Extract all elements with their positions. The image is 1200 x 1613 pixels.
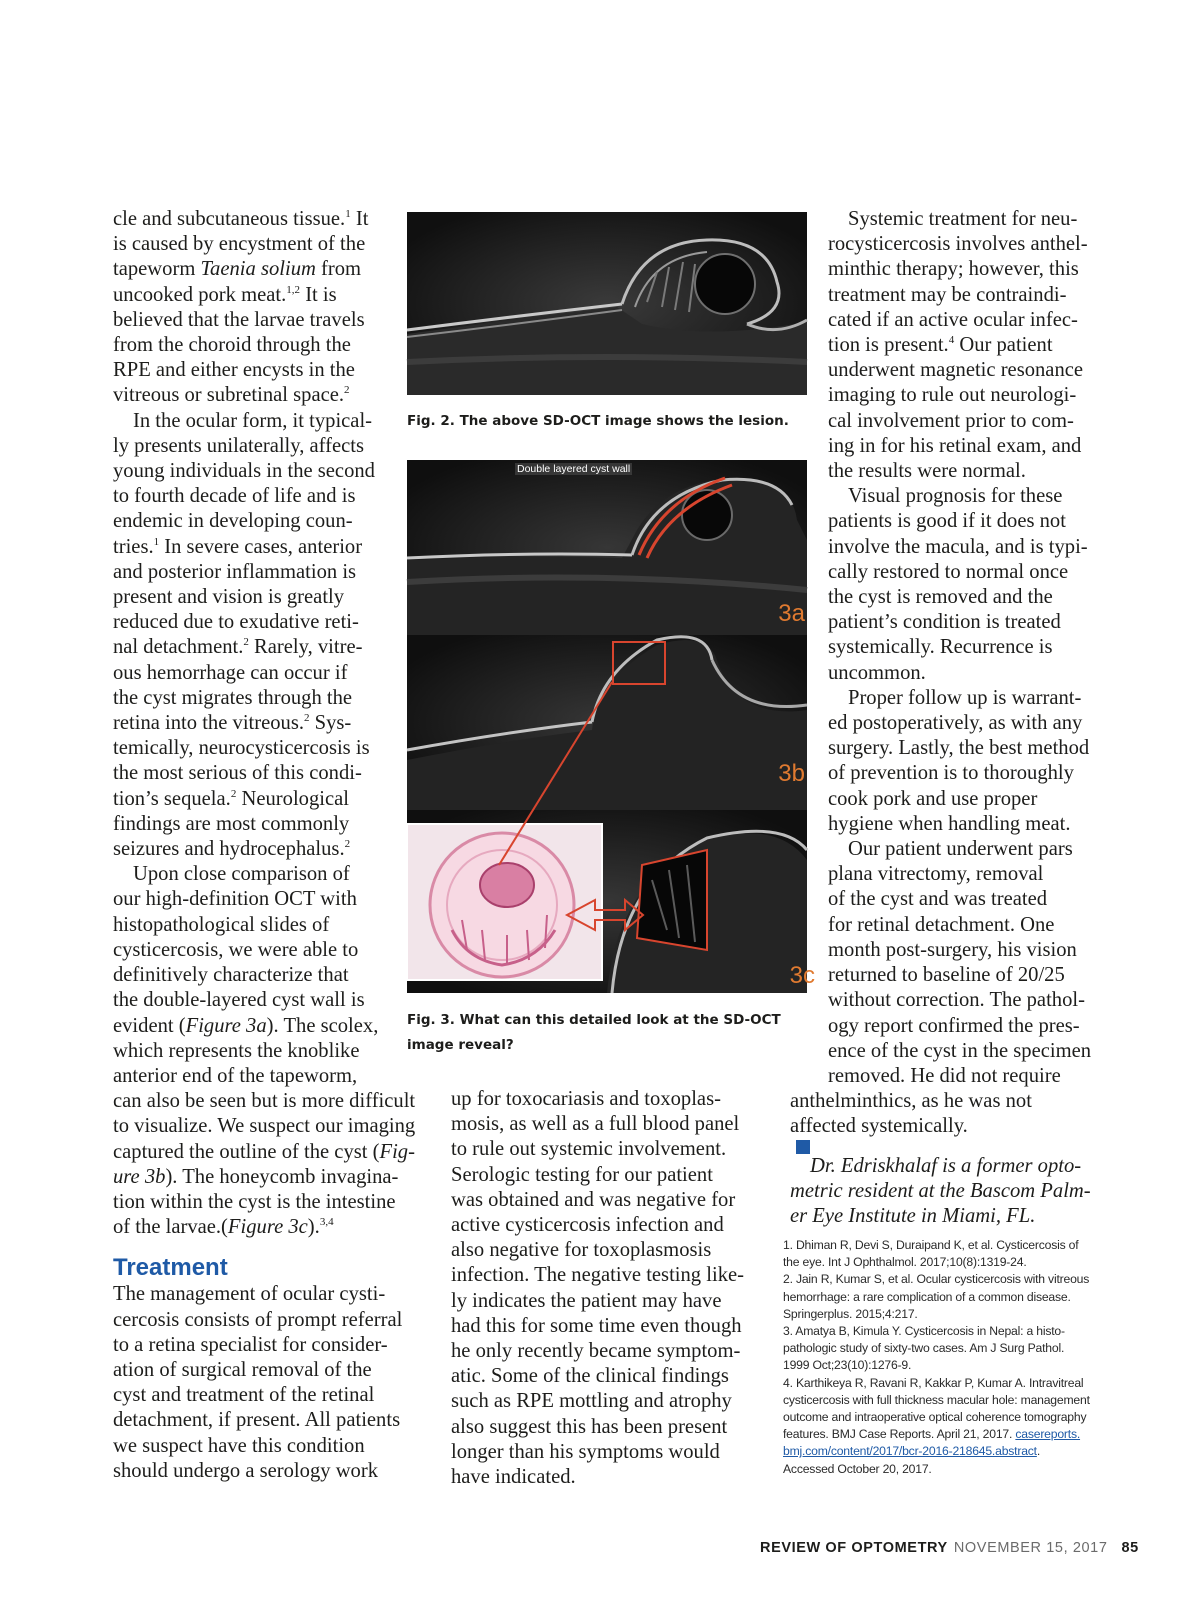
text-line: Serologic testing for our patient: [451, 1163, 713, 1186]
text-line: longer than his symptoms would: [451, 1440, 720, 1463]
text-line: minthic therapy; however, this: [828, 258, 1079, 281]
text-line: systemically. Recurrence is: [828, 636, 1053, 659]
text-line: RPE and either encysts in the: [113, 359, 355, 382]
text-line: findings are most commonly: [113, 812, 350, 835]
reference-line: pathologic study of sixty-two cases. Am J Surg Pathol.: [783, 1341, 1065, 1356]
text-line: Systemic treatment for neu-: [848, 208, 1078, 230]
text-line: uncooked pork meat.: [113, 283, 287, 306]
figure-2-oct-image: [407, 212, 807, 395]
oct-composite-graphic: [407, 460, 807, 993]
text-line: to a retina specialist for consider-: [113, 1333, 388, 1356]
citation: 2: [243, 636, 249, 649]
label-3c: 3c: [789, 962, 815, 989]
reference-line: 4. Karthikeya R, Ravani R, Kakkar P, Kumar A. Intravitreal: [783, 1375, 1084, 1390]
text-line: the most serious of this condi-: [113, 762, 362, 785]
text-line: It: [355, 208, 369, 230]
reference-line: Springerplus. 2015;4:217.: [783, 1306, 918, 1321]
text-line: cated if an active ocular infec-: [828, 308, 1078, 331]
text-line: from the choroid through the: [113, 334, 351, 357]
text-line: such as RPE mottling and atrophy: [451, 1390, 732, 1413]
text-line: ence of the cyst in the specimen: [828, 1039, 1092, 1062]
reference-line: cysticercosis with full thickness macular hole: management: [783, 1392, 1090, 1407]
issue-date: NOVEMBER 15, 2017: [953, 1540, 1108, 1556]
text-line: ). The scolex,: [266, 1014, 379, 1037]
end-of-article-mark: [796, 1140, 810, 1154]
text-line: the cyst is removed and the: [828, 586, 1053, 609]
citation: 4: [948, 334, 955, 347]
text-line: cle and subcutaneous tissue.: [113, 208, 346, 230]
text-line: ing in for his retinal exam, and: [828, 434, 1082, 457]
text-line: young individuals in the second: [113, 460, 375, 483]
text-line: present and vision is greatly: [113, 586, 345, 609]
reference-link[interactable]: bmj.com/content/2017/bcr-2016-218645.abstract: [783, 1444, 1037, 1459]
text-line: tapeworm: [113, 258, 201, 281]
text-line: removed. He did not require: [828, 1064, 1061, 1087]
text-line: In severe cases, anterior: [159, 535, 363, 558]
text-line: rocysticercosis involves anthel-: [828, 233, 1088, 256]
text-line: of the larvae.(: [113, 1216, 228, 1239]
text-line: had this for some time even though: [451, 1314, 742, 1337]
text-line: mosis, as well as a full blood panel: [451, 1113, 740, 1136]
text-line: seizures and hydrocephalus.: [113, 838, 345, 861]
text-line: up for toxocariasis and toxoplas-: [451, 1088, 721, 1110]
citation: 3,4: [319, 1216, 334, 1229]
text-line: should undergo a serology work: [113, 1459, 379, 1482]
text-line: the results were normal.: [828, 460, 1026, 483]
text-line: temically, neurocysticercosis is: [113, 737, 370, 760]
text-line: imaging to rule out neurologi-: [828, 384, 1077, 407]
text-line: month post-surgery, his vision: [828, 938, 1077, 961]
text-line: Our patient: [954, 334, 1053, 357]
text-line: he only recently became symptom-: [451, 1340, 741, 1363]
text-line: plana vitrectomy, removal: [828, 863, 1044, 886]
text-line: infection. The negative testing like-: [451, 1264, 744, 1287]
citation: 2: [344, 838, 351, 851]
text-line: returned to baseline of 20/25: [828, 964, 1065, 987]
page-footer: [760, 1540, 1139, 1556]
text-line: In the ocular form, it typical-: [133, 409, 373, 432]
text-line: cally restored to normal once: [828, 560, 1069, 583]
figure-2-caption: Fig. 2. The above SD-OCT image shows the lesion.: [407, 413, 789, 429]
text-line: patient’s condition is treated: [828, 611, 1061, 634]
species-name: Taenia solium: [200, 258, 316, 281]
text-line: vitreous or subretinal space.: [113, 384, 345, 407]
text-line: ). The honeycomb invagina-: [165, 1165, 399, 1188]
text-line: ).: [307, 1216, 320, 1239]
text-line: believed that the larvae travels: [113, 308, 365, 331]
text-line: which represents the knoblike: [113, 1039, 360, 1062]
reference-line: 1. Dhiman R, Devi S, Duraipand K, et al. Cysticercosis of: [783, 1238, 1079, 1252]
text-line: also negative for toxoplasmosis: [451, 1239, 712, 1262]
label-3a: 3a: [778, 600, 805, 627]
reference-link[interactable]: casereports.: [1015, 1427, 1081, 1442]
text-line: anthelminthics, as he was not: [790, 1090, 1032, 1113]
text-line: can also be seen but is more difficult: [113, 1090, 416, 1113]
text-line: cook pork and use proper: [828, 787, 1038, 810]
citation: 2: [344, 384, 350, 397]
text-line: Sys-: [309, 712, 352, 735]
text-line: without correction. The pathol-: [828, 989, 1085, 1012]
text-line: and posterior inflammation is: [113, 560, 357, 583]
text-line: cysticercosis, we were able to: [113, 938, 359, 961]
text-line: definitively characterize that: [113, 964, 349, 987]
text-line: tries.: [113, 535, 154, 558]
text-line: to visualize. We suspect our imaging: [113, 1115, 416, 1138]
text-line: Upon close comparison of: [133, 863, 350, 886]
text-line: The management of ocular cysti-: [113, 1283, 386, 1306]
text-line: patients is good if it does not: [828, 510, 1066, 533]
text-line: to rule out systemic involvement.: [451, 1138, 727, 1161]
oct-scan-graphic: [407, 212, 807, 395]
text-line: It is: [305, 283, 337, 306]
author-bio-line: er Eye Institute in Miami, FL.: [790, 1204, 1036, 1227]
text-line: we suspect have this condition: [113, 1434, 365, 1457]
text-line: Visual prognosis for these: [848, 485, 1063, 508]
text-line: involve the macula, and is typi-: [828, 535, 1088, 558]
text-line: also suggest this has been present: [451, 1415, 728, 1438]
reference-line: outcome and intraoperative optical coherence tomography: [783, 1410, 1087, 1425]
text-line: tion’s sequela.: [113, 787, 231, 810]
text-line: of prevention is to thoroughly: [828, 762, 1074, 785]
text-line: retina into the vitreous.: [113, 712, 305, 735]
text-line: anterior end of the tapeworm,: [113, 1064, 358, 1087]
citation: 1: [153, 535, 160, 548]
text-line: uncommon.: [828, 661, 926, 684]
reference-line: Accessed October 20, 2017.: [783, 1461, 932, 1476]
text-line: affected systemically.: [790, 1115, 968, 1138]
text-line: reduced due to exudative reti-: [113, 611, 359, 634]
text-line: Proper follow up is warrant-: [848, 686, 1082, 709]
text-line: nal detachment.: [113, 636, 244, 659]
label-double-layered-cyst-wall: Double layered cyst wall: [517, 463, 631, 475]
text-line: active cysticercosis infection and: [451, 1214, 724, 1237]
figure-ref: Fig-: [379, 1140, 415, 1163]
reference-line: hemorrhage: a rare complication of a common disease.: [783, 1289, 1071, 1304]
figure-ref: ure 3b: [113, 1165, 166, 1188]
text-line: ation of surgical removal of the: [113, 1358, 372, 1381]
text-line: ous hemorrhage can occur if: [113, 661, 348, 684]
text-line: cyst and treatment of the retinal: [113, 1384, 375, 1407]
reference-line: the eye. Int J Ophthalmol. 2017;10(8):1319-24.: [783, 1255, 1027, 1270]
text-line: surgery. Lastly, the best method: [828, 737, 1090, 760]
text-line: evident (: [113, 1014, 186, 1037]
text-line: treatment may be contraindi-: [828, 283, 1067, 306]
text-line: from: [315, 258, 362, 281]
author-bio-line: Dr. Edriskhalaf is a former opto-: [810, 1154, 1082, 1177]
magazine-name: REVIEW OF OPTOMETRY: [760, 1540, 948, 1556]
text-line: cercosis consists of prompt referral: [113, 1308, 403, 1331]
text-line: hygiene when handling meat.: [828, 812, 1071, 835]
figure-ref: Figure 3a: [185, 1014, 267, 1037]
page-number: 85: [1121, 1540, 1139, 1556]
label-3b: 3b: [778, 760, 805, 787]
text-line: was obtained and was negative for: [451, 1188, 736, 1211]
author-bio-line: metric resident at the Bascom Palm-: [790, 1179, 1091, 1202]
text-line: underwent magnetic resonance: [828, 359, 1084, 382]
reference-line: 1999 Oct;23(10):1276-9.: [783, 1358, 912, 1373]
text-line: histopathological slides of: [113, 913, 330, 936]
text-line: the cyst migrates through the: [113, 686, 353, 709]
column-2: [451, 1087, 771, 1490]
column-1: [113, 207, 428, 1484]
text-line: Rarely, vitre-: [248, 636, 363, 659]
reference-line: features. BMJ Case Reports. April 21, 2017.: [783, 1427, 1016, 1442]
figure-3-caption-line-2: image reveal?: [407, 1037, 514, 1053]
text-line: detachment, if present. All patients: [113, 1409, 401, 1432]
text-line: ly indicates the patient may have: [451, 1289, 722, 1312]
text-line: atic. Some of the clinical findings: [451, 1365, 729, 1388]
text-line: the double-layered cyst wall is: [113, 989, 365, 1012]
text-line: tion is present.: [828, 334, 949, 357]
references-list: [783, 1237, 1113, 1478]
text-line: our high-definition OCT with: [113, 888, 357, 911]
text-line: Our patient underwent pars: [848, 838, 1073, 861]
text-line: Neurological: [236, 787, 349, 810]
text-line: is caused by encystment of the: [113, 233, 366, 256]
text-line: endemic in developing coun-: [113, 510, 353, 533]
figure-ref: Figure 3c: [227, 1216, 308, 1239]
text-line: have indicated.: [451, 1466, 576, 1489]
text-line: to fourth decade of life and is: [113, 485, 356, 508]
reference-line: 2. Jain R, Kumar S, et al. Ocular cysticercosis with vitreous: [783, 1272, 1090, 1287]
citation: 2: [304, 712, 310, 725]
text-line: ed postoperatively, as with any: [828, 712, 1083, 735]
text-line: tion within the cyst is the intestine: [113, 1190, 396, 1213]
text-line: ly presents unilaterally, affects: [113, 434, 365, 457]
section-heading-treatment: Treatment: [113, 1254, 228, 1282]
text-line: captured the outline of the cyst (: [113, 1140, 380, 1163]
text-line: of the cyst and was treated: [828, 888, 1048, 911]
reference-line: 3. Amatya B, Kimula Y. Cysticercosis in Nepal: a histo-: [783, 1324, 1065, 1339]
citation: 2: [230, 787, 237, 800]
figure-3-composite-image: [407, 460, 815, 993]
figure-3-caption-line-1: Fig. 3. What can this detailed look at the SD-OCT: [407, 1012, 781, 1028]
text-line: cal involvement prior to com-: [828, 409, 1074, 432]
citation: 1,2: [286, 283, 301, 296]
text-line: ogy report confirmed the pres-: [828, 1014, 1080, 1037]
citation: 1: [345, 208, 351, 220]
reference-line: .: [1036, 1444, 1041, 1459]
text-line: for retinal detachment. One: [828, 913, 1055, 936]
